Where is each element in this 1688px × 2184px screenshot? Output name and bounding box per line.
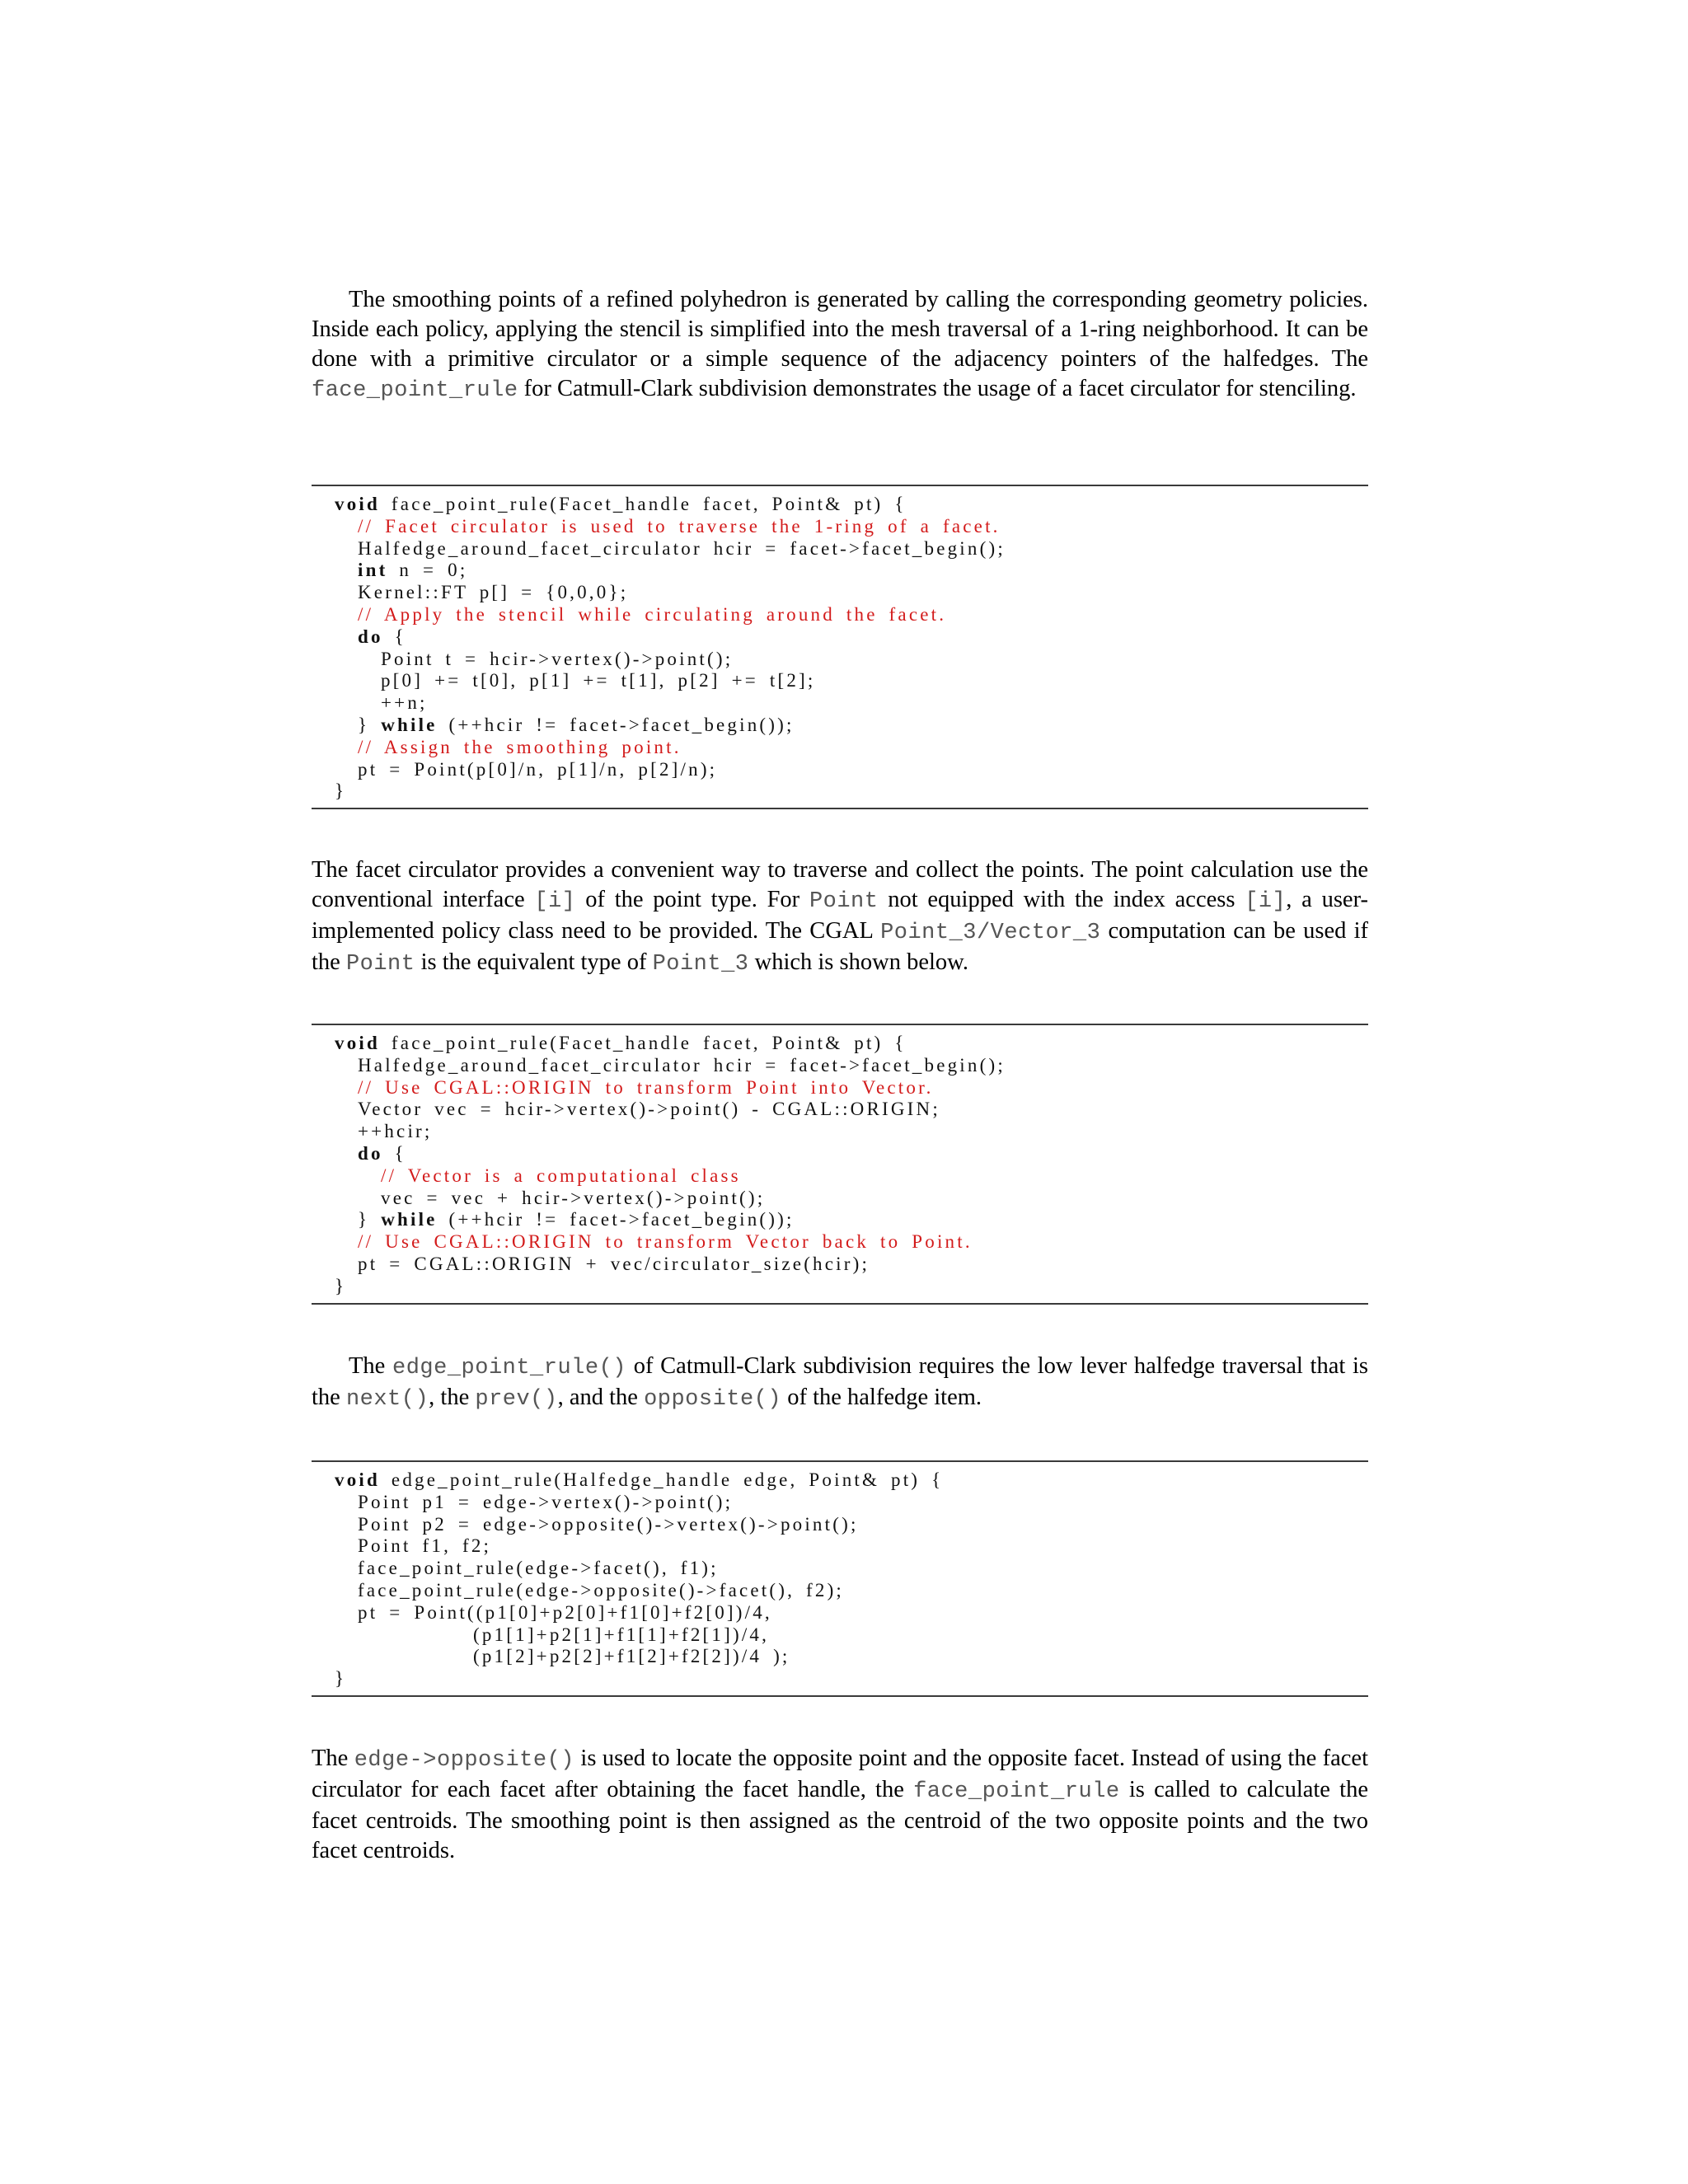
inline-code: edge_point_rule()	[392, 1356, 626, 1380]
code-comment: // Assign the smoothing point.	[358, 736, 682, 757]
text-run: The	[312, 1746, 354, 1771]
code-text: {	[382, 626, 406, 647]
code-comment: // Apply the stencil while circulating around the facet.	[358, 603, 947, 625]
code-listing-edge-point-rule	[312, 1460, 1368, 1697]
code-line	[312, 1055, 1368, 1077]
code-text: Kernel::FT p[] = {0,0,0};	[358, 582, 629, 603]
inline-code: edge->opposite()	[354, 1748, 574, 1773]
code-line	[312, 1209, 1368, 1231]
code-text: ++hcir;	[358, 1121, 433, 1142]
text-run: is the equivalent type of	[415, 949, 653, 975]
text-run: The smoothing points of a refined polyhedron is generated by calling the corresponding geometry policies. Inside each policy, applying the stencil is simplified into the mesh traversal of a 1-ring neighborhood. It can be done with a primitive circulator or a simple sequence of the adjacency pointers of the halfedges. The	[312, 287, 1368, 372]
code-keyword: void	[335, 1033, 380, 1053]
code-comment-line	[312, 1165, 1368, 1188]
code-text: Halfedge_around_facet_circulator hcir = facet->facet_begin();	[358, 537, 1006, 559]
code-text: (p1[1]+p2[1]+f1[1]+f2[1])/4,	[473, 1624, 770, 1645]
code-text: edge_point_rule(Halfedge_handle edge, Point& pt) {	[379, 1469, 944, 1490]
code-line	[312, 1580, 1368, 1602]
code-line	[312, 1276, 1368, 1298]
code-text: }	[335, 1668, 347, 1690]
code-keyword: do	[358, 626, 383, 647]
code-text: Point t = hcir->vertex()->point();	[381, 648, 734, 669]
inline-code: prev()	[475, 1387, 558, 1412]
inline-code: Point	[809, 889, 879, 914]
text-run: of the halfedge item.	[781, 1385, 982, 1410]
code-keyword: int	[358, 560, 388, 581]
code-text: (p1[2]+p2[2]+f1[2]+f2[2])/4 );	[473, 1646, 790, 1667]
inline-code: Point	[345, 952, 415, 977]
paragraph-intro	[312, 285, 1368, 405]
code-line	[312, 1188, 1368, 1210]
code-line	[312, 759, 1368, 781]
code-text: n = 0;	[387, 560, 468, 581]
code-line	[312, 1514, 1368, 1536]
code-comment: // Facet circulator is used to traverse the 1-ring of a facet.	[358, 515, 1001, 537]
code-keyword: while	[381, 714, 438, 735]
inline-code: next()	[345, 1387, 429, 1412]
code-text: face_point_rule(Facet_handle facet, Point& pt) {	[379, 1033, 907, 1053]
code-text: Point p1 = edge->vertex()->point();	[358, 1491, 734, 1512]
inline-code: Point_3	[652, 952, 749, 977]
text-run: The facet circulator provides a convenient way to traverse and collect the points. The point calculation use the conventional interface	[312, 857, 1368, 912]
inline-code: face_point_rule	[913, 1779, 1120, 1804]
code-line	[312, 1558, 1368, 1580]
code-comment: // Vector is a computational class	[381, 1165, 741, 1186]
text-run: which is shown below.	[748, 949, 968, 975]
code-comment-line	[312, 516, 1368, 538]
code-comment-line	[312, 737, 1368, 759]
inline-code: Point_3/Vector_3	[880, 921, 1101, 945]
code-text: face_point_rule(Facet_handle facet, Point& pt) {	[379, 494, 907, 514]
paragraph-edge-point-rule	[312, 1352, 1368, 1414]
code-keyword: while	[381, 1209, 438, 1230]
paragraph-facet-circulator	[312, 855, 1368, 979]
code-text: Point p2 = edge->opposite()->vertex()->point();	[358, 1513, 859, 1535]
code-line	[312, 560, 1368, 582]
inline-code: [i]	[534, 889, 576, 914]
code-line	[312, 1469, 1368, 1492]
code-listing-face-point-rule-cgal	[312, 1024, 1368, 1305]
code-text: Point f1, f2;	[358, 1535, 492, 1557]
code-keyword: do	[358, 1142, 383, 1164]
text-run: , and the	[557, 1385, 645, 1410]
inline-code: [i]	[1245, 889, 1287, 914]
code-comment-line	[312, 1231, 1368, 1254]
code-text: pt = Point((p1[0]+p2[0]+f1[0]+f2[0])/4,	[358, 1601, 772, 1623]
code-listing-bottom-padding	[312, 803, 1368, 808]
code-text: face_point_rule(edge->opposite()->facet(), f2);	[358, 1579, 845, 1601]
code-text: Halfedge_around_facet_circulator hcir = facet->facet_begin();	[358, 1054, 1006, 1076]
code-listing-bottom-padding	[312, 1298, 1368, 1303]
code-text: face_point_rule(edge->facet(), f1);	[358, 1558, 719, 1579]
code-line	[312, 1624, 1368, 1647]
code-text: }	[358, 1209, 382, 1230]
code-line	[312, 1646, 1368, 1668]
code-text: {	[382, 1142, 406, 1164]
text-run: for Catmull-Clark subdivision demonstrates the usage of a facet circulator for stenciling.	[518, 376, 1357, 401]
text-run: not equipped with the index access	[878, 887, 1245, 912]
text-run: The	[349, 1353, 393, 1379]
code-text: }	[335, 1275, 347, 1296]
code-comment: // Use CGAL::ORIGIN to transform Point into Vector.	[358, 1076, 934, 1098]
code-line	[312, 1254, 1368, 1276]
code-line	[312, 1535, 1368, 1558]
code-text: }	[358, 714, 382, 735]
code-line	[312, 1033, 1368, 1055]
text-run: of the point type. For	[575, 887, 809, 912]
text-run: is used to locate the opposite point and the opposite facet. Instead of using the facet circulator for each facet after obtaining the facet handle, the	[312, 1746, 1368, 1802]
code-listing-bottom-padding	[312, 1690, 1368, 1695]
code-line	[312, 1099, 1368, 1121]
code-text: vec = vec + hcir->vertex()->point();	[381, 1187, 766, 1208]
text-run: is called to calculate the facet centroids. The smoothing point is then assigned as the centroid of the two opposite points and the two facet centroids.	[312, 1777, 1368, 1863]
inline-code: opposite()	[644, 1387, 782, 1412]
code-keyword: void	[335, 494, 380, 514]
code-line	[312, 1121, 1368, 1143]
code-line	[312, 670, 1368, 692]
inline-code: face_point_rule	[312, 378, 518, 403]
code-comment-line	[312, 604, 1368, 626]
code-keyword: void	[335, 1469, 380, 1490]
code-text: ++n;	[381, 692, 428, 714]
code-line	[312, 582, 1368, 604]
text-run: , a user-implemented policy class need to be provided. The CGAL	[312, 887, 1368, 944]
code-line	[312, 1143, 1368, 1165]
code-text: (++hcir != facet->facet_begin());	[437, 1209, 795, 1230]
code-comment: // Use CGAL::ORIGIN to transform Vector back to Point.	[358, 1231, 973, 1253]
code-line	[312, 1492, 1368, 1514]
code-line	[312, 715, 1368, 737]
code-listing-face-point-rule	[312, 485, 1368, 809]
code-text: (++hcir != facet->facet_begin());	[437, 714, 795, 735]
code-text: pt = CGAL::ORIGIN + vec/circulator_size(hcir);	[358, 1253, 870, 1274]
code-line	[312, 1668, 1368, 1690]
text-run: , the	[429, 1385, 476, 1410]
code-text: Vector vec = hcir->vertex()->point() - CGAL::ORIGIN;	[358, 1099, 940, 1120]
code-text: p[0] += t[0], p[1] += t[1], p[2] += t[2];	[381, 670, 816, 691]
code-line	[312, 538, 1368, 560]
code-line	[312, 780, 1368, 803]
code-text: pt = Point(p[0]/n, p[1]/n, p[2]/n);	[358, 758, 718, 780]
text-run: of Catmull-Clark subdivision requires the low lever halfedge traversal that is the	[312, 1353, 1368, 1410]
paragraph-edge-opposite	[312, 1744, 1368, 1866]
code-line	[312, 626, 1368, 649]
code-text: }	[335, 780, 347, 802]
code-comment-line	[312, 1077, 1368, 1099]
code-line	[312, 692, 1368, 715]
code-line	[312, 494, 1368, 516]
code-line	[312, 1602, 1368, 1624]
text-run: computation can be used if the	[312, 918, 1368, 975]
code-line	[312, 649, 1368, 671]
